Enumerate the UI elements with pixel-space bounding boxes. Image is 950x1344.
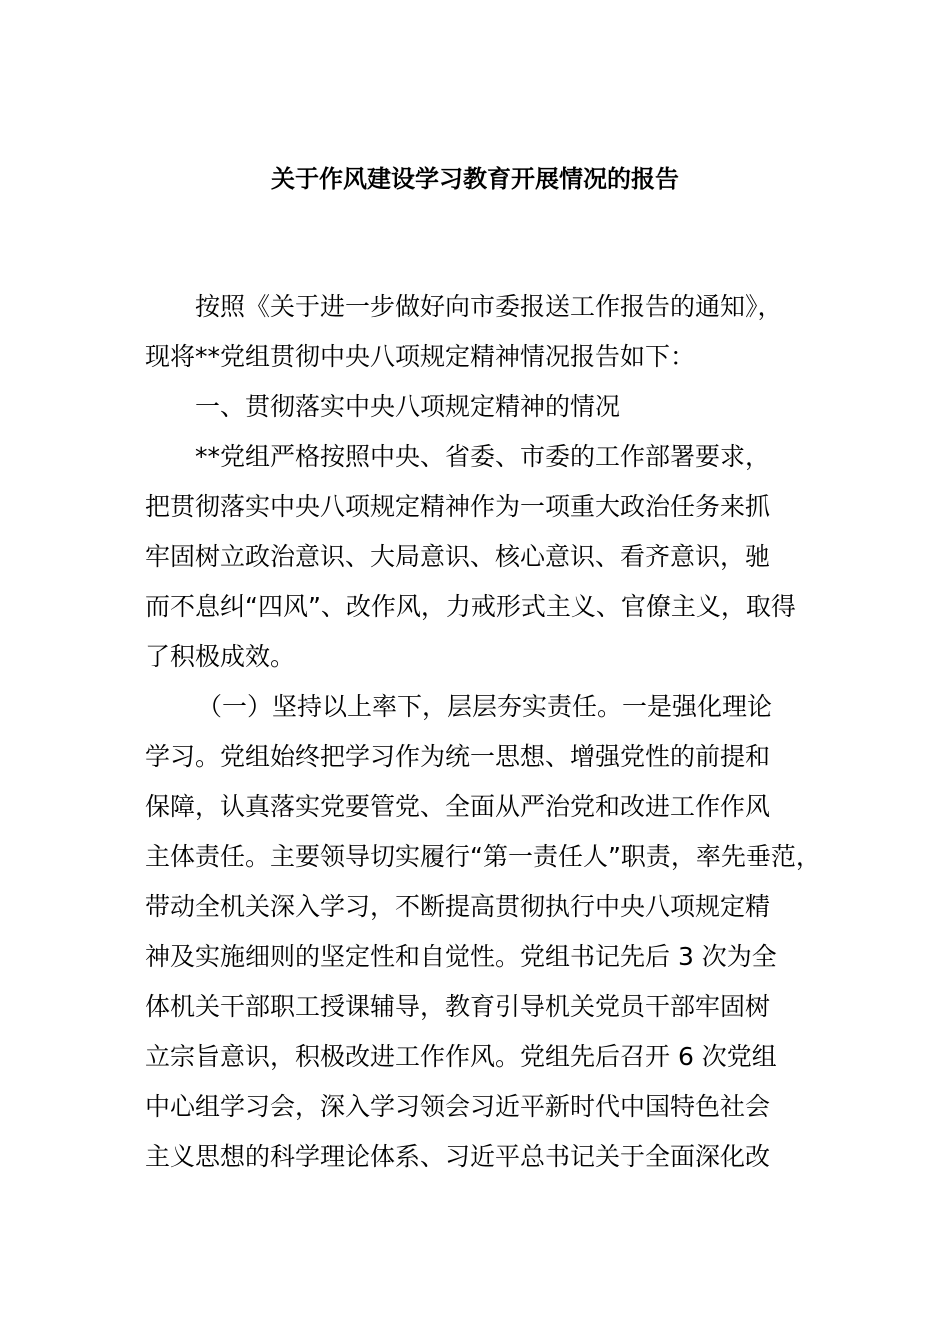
section-heading: 一、贯彻落实中央八项规定精神的情况	[195, 392, 621, 421]
paragraph-line: 把贯彻落实中央八项规定精神作为一项重大政治任务来抓	[145, 492, 771, 521]
paragraph-line: 神及实施细则的坚定性和自觉性。党组书记先后 3 次为全	[145, 942, 777, 971]
document-title: 关于作风建设学习教育开展情况的报告	[271, 165, 679, 193]
paragraph-line: 主义思想的科学理论体系、习近平总书记关于全面深化改	[145, 1142, 771, 1171]
paragraph-line: 中心组学习会，深入学习领会习近平新时代中国特色社会	[145, 1092, 771, 1121]
paragraph-line: 按照《关于进一步做好向市委报送工作报告的通知》，	[195, 292, 783, 321]
paragraph-line: 而不息纠“四风”、改作风，力戒形式主义、官僚主义，取得	[145, 592, 796, 621]
paragraph-line: 立宗旨意识，积极改进工作作风。党组先后召开 6 次党组	[145, 1042, 777, 1071]
paragraph-line: 体机关干部职工授课辅导，教育引导机关党员干部牢固树	[145, 992, 771, 1021]
document-body	[145, 282, 845, 1182]
paragraph-line: 保障，认真落实党要管党、全面从严治党和改进工作作风	[145, 792, 771, 821]
paragraph-line: 学习。党组始终把学习作为统一思想、增强党性的前提和	[145, 742, 771, 771]
paragraph-line: 了积极成效。	[145, 642, 296, 671]
subsection-line: （一）坚持以上率下，层层夯实责任。一是强化理论	[197, 692, 773, 721]
paragraph-line: 带动全机关深入学习，不断提高贯彻执行中央八项规定精	[145, 892, 771, 921]
paragraph-line: **党组严格按照中央、省委、市委的工作部署要求，	[195, 442, 771, 471]
paragraph-line: 牢固树立政治意识、大局意识、核心意识、看齐意识，驰	[145, 542, 771, 571]
paragraph-line: 现将**党组贯彻中央八项规定精神情况报告如下：	[145, 342, 696, 371]
paragraph-line: 主体责任。主要领导切实履行“第一责任人”职责，率先垂范，	[145, 842, 821, 871]
